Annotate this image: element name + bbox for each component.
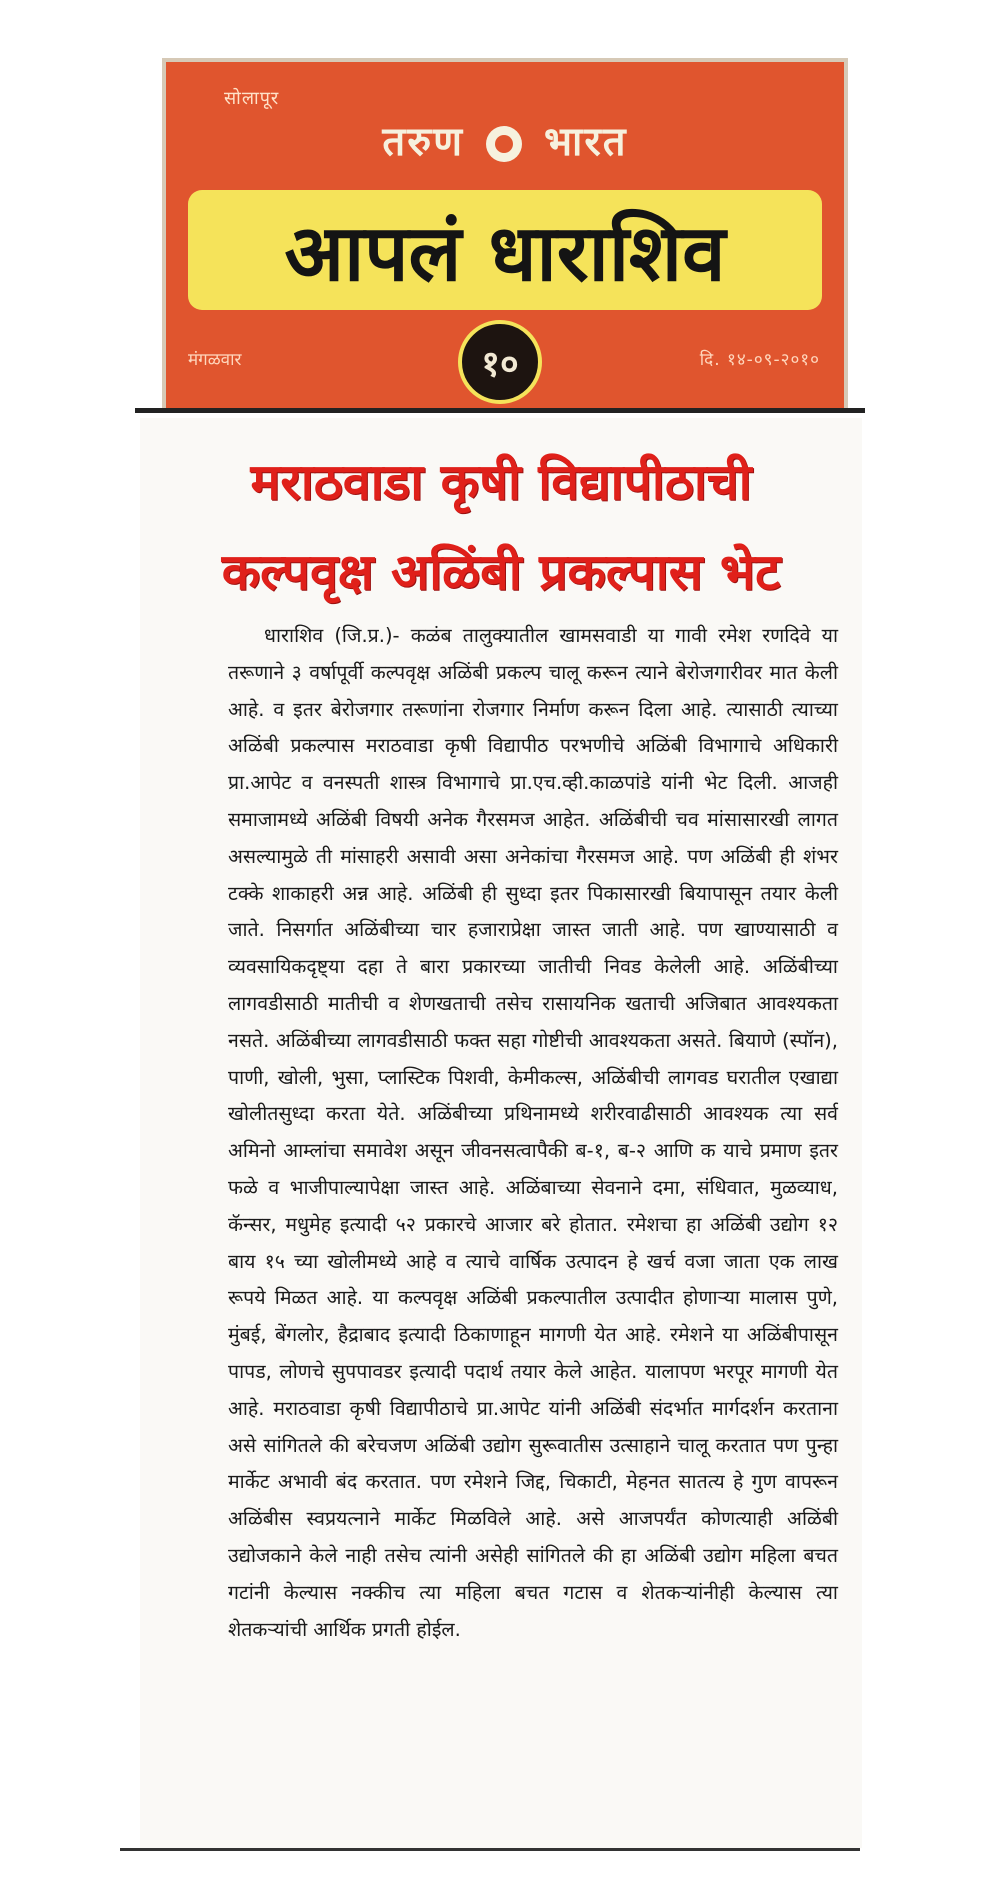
city-label: सोलापूर xyxy=(224,88,280,109)
page-number-badge: १० xyxy=(458,320,542,404)
newspaper-name xyxy=(166,112,844,167)
headline-line-2: कल्पवृक्ष अळिंबी प्रकल्पास भेट xyxy=(221,543,781,601)
newspaper-name-right: भारत xyxy=(543,119,628,165)
newspaper-name-left: तरुण xyxy=(382,119,465,165)
section-banner: आपलं धाराशिव xyxy=(188,190,822,310)
masthead-divider xyxy=(135,408,865,413)
article-bottom-rule xyxy=(120,1848,860,1851)
article-body: धाराशिव (जि.प्र.)- कळंब तालुक्यातील खामसवाडी या गावी रमेश रणदिवे या तरूणाने ३ वर्षापूर्वी कल्पवृक्ष अळिंबी प्रकल्प चालू करून त्याने बेरोजगारीवर मात केली आहे. व इतर बेरोजगार तरूणांना रोजगार निर्माण करून दिला आहे. त्यासाठी त्याच्या अळिंबी प्रकल्पास मराठवाडा कृषी विद्यापीठ परभणीचे अळिंबी विभागाचे अधिकारी प्रा.आपेट व वनस्पती शास्त्र विभागाचे प्रा.एच.व्ही.काळपांडे यांनी भेट दिली. आजही समाजामध्ये अळिंबी विषयी अनेक गैरसमज आहेत. अळिंबीची चव मांसासारखी लागत असल्यामुळे ती मांसाहरी असावी असा अनेकांचा गैरसमज आहे. पण अळिंबी ही शंभर टक्के शाकाहरी अन्न आहे. अळिंबी ही सुध्दा इतर पिकासारखी बियापासून तयार केली जाते. निसर्गात अळिंबीच्या चार हजाराप्रेक्षा जास्त जाती आहे. पण खाण्यासाठी व व्यवसायिकदृष्ट्या दहा ते बारा प्रकारच्या जातीची निवड केलेली आहे. अळिंबीच्या लागवडीसाठी मातीची व शेणखताची तसेच रासायनिक खताची अजिबात आवश्यकता नसते. अळिंबीच्या लागवडीसाठी फक्त सहा गोष्टीची आवश्यकता असते. बियाणे (स्पॉन), पाणी, खोली, भुसा, प्लास्टिक पिशवी, केमीकल्स, अळिंबीची लागवड घरातील एखाद्या खोलीतसुध्दा करता येते. अळिंबीच्या प्रथिनामध्ये शरीरवाढीसाठी आवश्यक त्या सर्व अमिनो आम्लांचा समावेश असून जीवनसत्वापैकी ब-१, ब-२ आणि क याचे प्रमाण इतर फळे व भाजीपाल्यापेक्षा जास्त आहे. अळिंबाच्या सेवनाने दमा, संधिवात, मुळव्याध, कॅन्सर, मधुमेह इत्यादी ५२ प्रकारचे आजार बरे होतात. रमेशचा हा अळिंबी उद्योग १२ बाय १५ च्या खोलीमध्ये आहे व त्याचे वार्षिक उत्पादन हे खर्च वजा जाता एक लाख रूपये मिळत आहे. या कल्पवृक्ष अळिंबी प्रकल्पातील उत्पादीत होणाऱ्या मालास पुणे, मुंबई, बेंगलोर, हैद्राबाद इत्यादी ठिकाणाहून मागणी येत आहे. रमेशने या अळिंबीपासून पापड, लोणचे सुपपावडर इत्यादी पदार्थ तयार केले आहेत. यालापण भरपूर मागणी येत आहे. मराठवाडा कृषी विद्यापीठाचे प्रा.आपेट यांनी अळिंबी संदर्भात मार्गदर्शन करताना असे सांगितले की बरेचजण अळिंबी उद्योग सुरूवातीस उत्साहाने चालू करतात पण पुन्हा मार्केट अभावी बंद करतात. पण रमेशने जिद्द, चिकाटी, मेहनत सातत्य हे गुण वापरून अळिंबीस स्वप्रयत्नाने मार्केट मिळविले आहे. असे आजपर्यंत कोणत्याही अळिंबी उद्योजकाने केले नाही तसेच त्यांनी असेही सांगितले की हा अळिंबी उद्योग महिला बचत गटांनी केल्यास नक्कीच त्या महिला बचत गटास व शेतकऱ्यांनीही केल्यास त्या शेतकऱ्यांची आर्थिक प्रगती होईल. xyxy=(228,624,838,1641)
lotus-logo-icon xyxy=(486,126,522,162)
day-label: मंगळवार xyxy=(188,350,242,370)
news-article xyxy=(140,418,862,1848)
headline-line-1: मराठवाडा कृषी विद्यापीठाची xyxy=(250,453,752,511)
date-label: दि. १४-०९-२०१० xyxy=(699,350,820,370)
newspaper-masthead xyxy=(162,58,848,413)
